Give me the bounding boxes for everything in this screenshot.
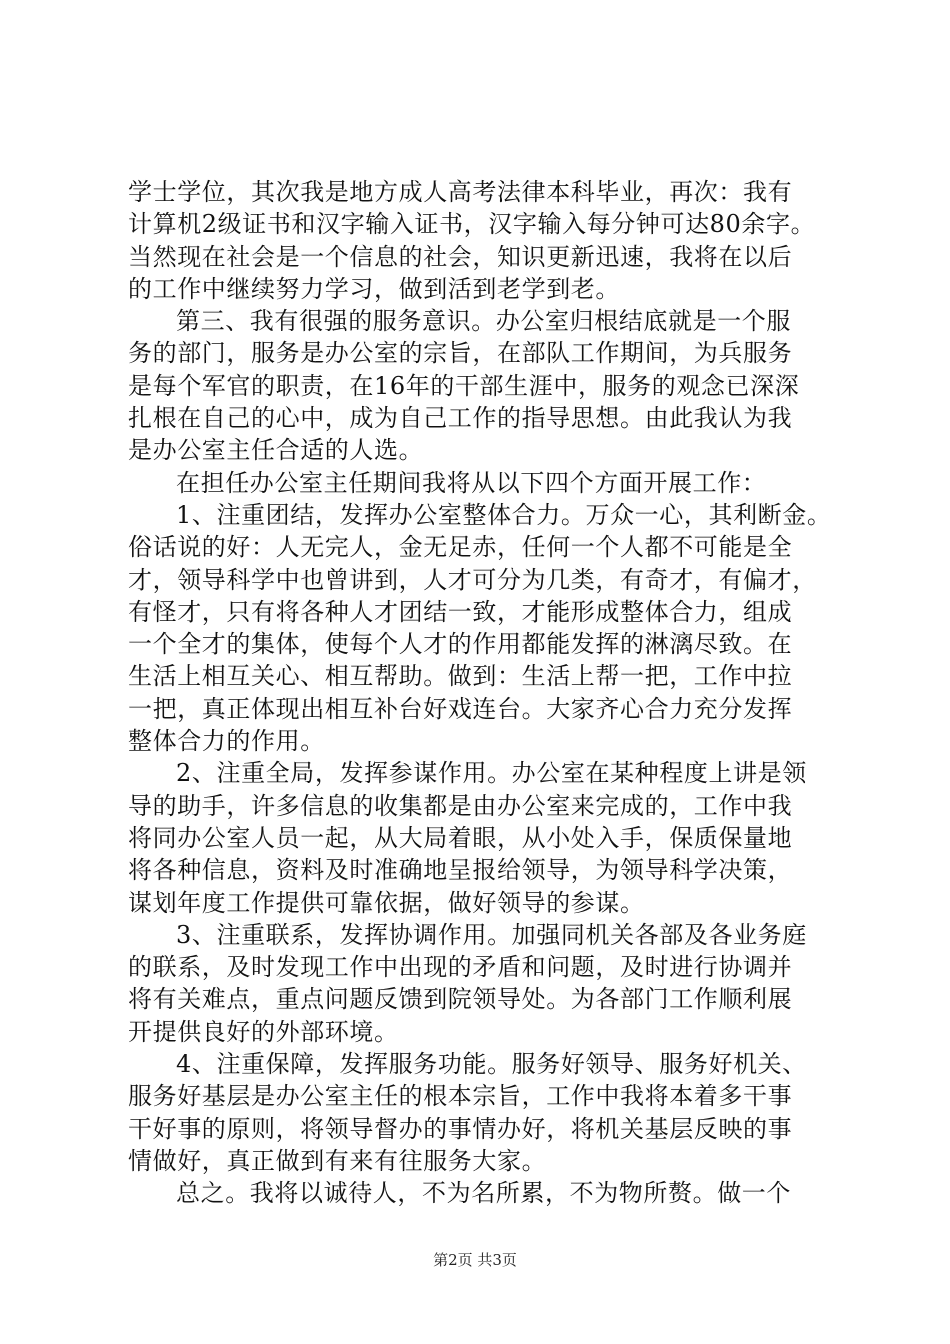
text-line: 谋划年度工作提供可靠依据，做好领导的参谋。	[128, 888, 645, 917]
text-line: 当然现在社会是一个信息的社会，知识更新迅速，我将在以后	[128, 242, 793, 271]
text-line: 有怪才，只有将各种人才团结一致，才能形成整体合力，组成	[128, 597, 793, 626]
text-line: 整体合力的作用。	[128, 727, 325, 756]
paragraph-start-line: 4、注重保障，发挥服务功能。服务好领导、服务好机关、	[176, 1050, 807, 1079]
paragraph-start-line: 在担任办公室主任期间我将从以下四个方面开展工作：	[176, 468, 767, 497]
paragraph-start-line: 总之。我将以诚待人，不为名所累，不为物所赘。做一个	[176, 1179, 791, 1208]
text-line: 将同办公室人员一起，从大局着眼，从小处入手，保质保量地	[128, 823, 793, 852]
text-line: 俗话说的好：人无完人，金无足赤，任何一个人都不可能是全	[128, 533, 793, 562]
text-line: 干好事的原则，将领导督办的事情办好，将机关基层反映的事	[128, 1114, 793, 1143]
text-line: 是每个军官的职责，在16年的干部生涯中，服务的观念已深深	[128, 371, 800, 400]
text-line: 务的部门，服务是办公室的宗旨，在部队工作期间，为兵服务	[128, 339, 793, 368]
text-line: 导的助手，许多信息的收集都是由办公室来完成的，工作中我	[128, 791, 793, 820]
text-line: 一个全才的集体，使每个人才的作用都能发挥的淋漓尽致。在	[128, 630, 793, 659]
text-line: 将各种信息，资料及时准确地呈报给领导，为领导科学决策，	[128, 856, 793, 885]
text-line: 服务好基层是办公室主任的根本宗旨，工作中我将本着多干事	[128, 1082, 793, 1111]
paragraph-start-line: 1、注重团结，发挥办公室整体合力。万众一心，其利断金。	[176, 500, 832, 529]
text-line: 情做好，真正做到有来有往服务大家。	[128, 1146, 547, 1175]
text-line: 扎根在自己的心中，成为自己工作的指导思想。由此我认为我	[128, 404, 793, 433]
paragraph-start-line: 3、注重联系，发挥协调作用。加强同机关各部及各业务庭	[176, 920, 807, 949]
text-line: 是办公室主任合适的人选。	[128, 436, 424, 465]
paragraph-start-line: 第三、我有很强的服务意识。办公室归根结底就是一个服	[176, 307, 791, 336]
text-line: 生活上相互关心、相互帮助。做到：生活上帮一把，工作中拉	[128, 662, 793, 691]
document-body	[128, 176, 832, 1210]
text-line: 一把，真正体现出相互补台好戏连台。大家齐心合力充分发挥	[128, 694, 793, 723]
text-line: 的联系，及时发现工作中出现的矛盾和问题，及时进行协调并	[128, 953, 793, 982]
text-line: 计算机2级证书和汉字输入证书，汉字输入每分钟可达80余字。	[128, 210, 816, 239]
text-line: 将有关难点，重点问题反馈到院领导处。为各部门工作顺利展	[128, 985, 793, 1014]
text-line: 开提供良好的外部环境。	[128, 1017, 399, 1046]
text-line: 才，领导科学中也曾讲到，人才可分为几类，有奇才，有偏才，	[128, 565, 817, 594]
page-number-footer: 第2页 共3页	[433, 1251, 517, 1269]
text-line: 的工作中继续努力学习，做到活到老学到老。	[128, 274, 620, 303]
paragraph-start-line: 2、注重全局，发挥参谋作用。办公室在某种程度上讲是领	[176, 759, 807, 788]
text-line: 学士学位，其次我是地方成人高考法律本科毕业，再次：我有	[128, 178, 793, 206]
